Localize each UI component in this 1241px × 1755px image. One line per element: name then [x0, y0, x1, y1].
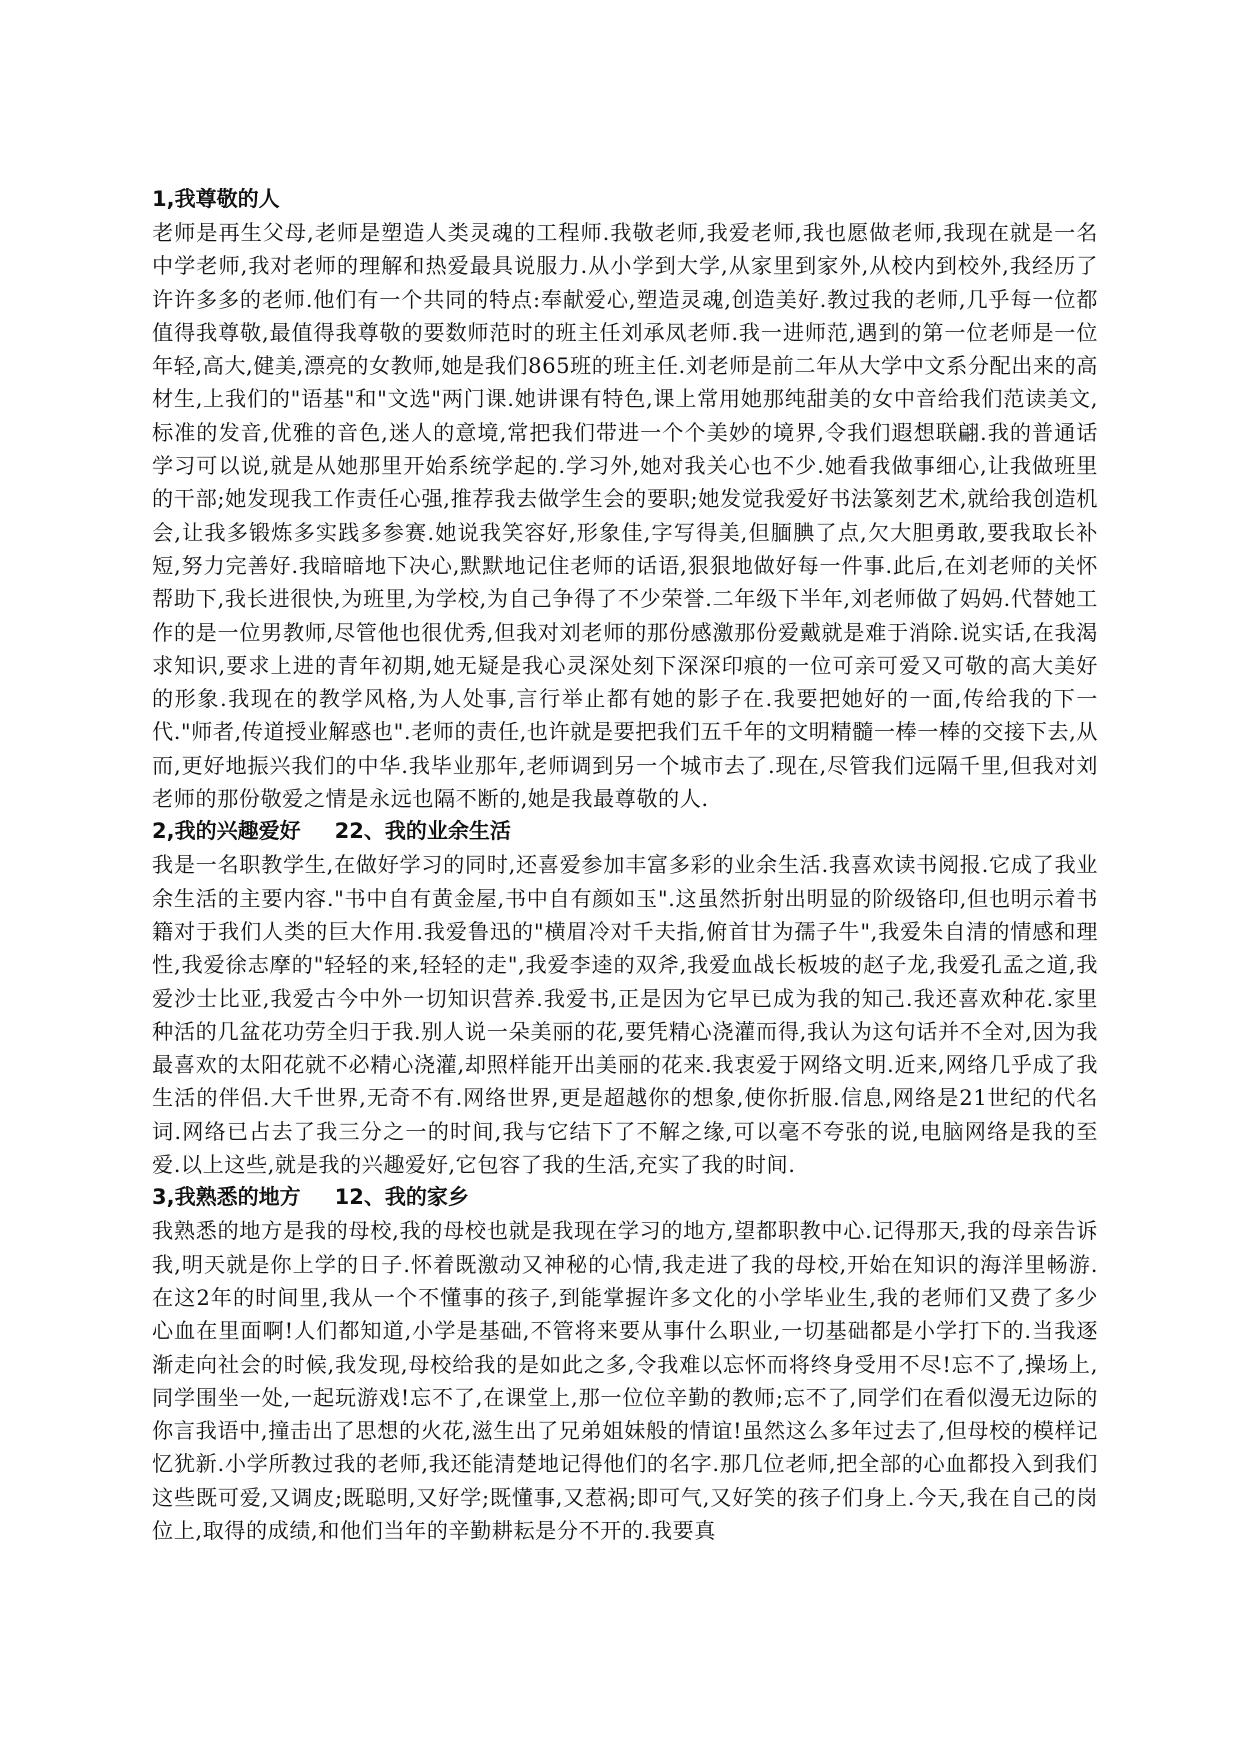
heading-text: 3,我熟悉的地方 [152, 1185, 301, 1210]
section-hobbies [152, 815, 1098, 1181]
section-respected-person [152, 183, 1098, 815]
section-body: 我是一名职教学生,在做好学习的同时,还喜爱参加丰富多彩的业余生活.我喜欢读书阅报.它成了我业余生活的主要内容."书中自有黄金屋,书中自有颜如玉".这虽然折射出明显的阶级铬印,但也明示着书籍对于我们人类的巨大作用.我爱鲁迅的"横眉冷对千夫指,俯首甘为孺子牛",我爱朱自清的情感和理性,我爱徐志摩的"轻轻的来,轻轻的走",我爱李逵的双斧,我爱血战长板坡的赵子龙,我爱孔孟之道,我爱沙士比亚,我爱古今中外一切知识营养.我爱书,正是因为它早已成为我的知己.我还喜欢种花.家里种活的几盆花功劳全归于我.别人说一朵美丽的花,要凭精心浇灌而得,我认为这句话并不全对,因为我最喜欢的太阳花就不必精心浇灌,却照样能开出美丽的花来.我衷爱于网络文明.近来,网络几乎成了我生活的伴侣.大千世界,无奇不有.网络世界,更是超越你的想象,使你折服.信息,网络是21世纪的代名词.网络已占去了我三分之一的时间,我与它结下了不解之缘,可以毫不夸张的说,电脑网络是我的至爱.以上这些,就是我的兴趣爱好,它包容了我的生活,充实了我的时间. [152, 852, 1098, 1178]
section-heading [152, 183, 1098, 216]
alt-heading-text: 12、我的家乡 [334, 1185, 469, 1210]
section-body: 老师是再生父母,老师是塑造人类灵魂的工程师.我敬老师,我爱老师,我也愿做老师,我现在就是一名中学老师,我对老师的理解和热爱最具说服力.从小学到大学,从家里到家外,从校内到校外,我经历了许许多多的老师.他们有一个共同的特点:奉献爱心,塑造灵魂,创造美好.教过我的老师,几乎每一位都值得我尊敬,最值得我尊敬的要数师范时的班主任刘承凤老师.我一进师范,遇到的第一位老师是一位年轻,高大,健美,漂亮的女教师,她是我们865班的班主任.刘老师是前二年从大学中文系分配出来的高材生,上我们的"语基"和"文选"两门课.她讲课有特色,课上常用她那纯甜美的女中音给我们范读美文,标准的发音,优雅的音色,迷人的意境,常把我们带进一个个美妙的境界,令我们遐想联翩.我的普通话学习可以说,就是从她那里开始系统学起的.学习外,她对我关心也不少.她看我做事细心,让我做班里的干部;她发现我工作责任心强,推荐我去做学生会的要职;她发觉我爱好书法篆刻艺术,就给我创造机会,让我多锻炼多实践多参赛.她说我笑容好,形象佳,字写得美,但腼腆了点,欠大胆勇敢,要我取长补短,努力完善好.我暗暗地下决心,默默地记住老师的话语,狠狠地做好每一件事.此后,在刘老师的关怀帮助下,我长进很快,为班里,为学校,为自己争得了不少荣誉.二年级下半年,刘老师做了妈妈.代替她工作的是一位男教师,尽管他也很优秀,但我对刘老师的那份感激那份爱戴就是难于消除.说实话,在我渴求知识,要求上进的青年初期,她无疑是我心灵深处刻下深深印痕的一位可亲可爱又可敬的高大美好的形象.我现在的教学风格,为人处事,言行举止都有她的影子在.我要把她好的一面,传给我的下一代."师者,传道授业解惑也".老师的责任,也许就是要把我们五千年的文明精髓一棒一棒的交接下去,从而,更好地振兴我们的中华.我毕业那年,老师调到另一个城市去了.现在,尽管我们远隔千里,但我对刘老师的那份敬爱之情是永远也隔不断的,她是我最尊敬的人. [152, 220, 1098, 812]
section-body: 我熟悉的地方是我的母校,我的母校也就是我现在学习的地方,望都职教中心.记得那天,我的母亲告诉我,明天就是你上学的日子.怀着既激动又神秘的心情,我走进了我的母校,开始在知识的海洋里畅游.在这2年的时间里,我从一个不懂事的孩子,到能掌握许多文化的小学毕业生,我的老师们又费了多少心血在里面啊!人们都知道,小学是基础,不管将来要从事什么职业,一切基础都是小学打下的.当我逐渐走向社会的时候,我发现,母校给我的是如此之多,令我难以忘怀而将终身受用不尽!忘不了,操场上,同学围坐一处,一起玩游戏!忘不了,在课堂上,那一位位辛勤的教师;忘不了,同学们在看似漫无边际的你言我语中,撞击出了思想的火花,滋生出了兄弟姐妹般的情谊!虽然这么多年过去了,但母校的模样记忆犹新.小学所教过我的老师,我还能清楚地记得他们的名字.那几位老师,把全部的心血都投入到我们这些既可爱,又调皮;既聪明,又好学;既懂事,又惹祸;即可气,又好笑的孩子们身上.今天,我在自己的岗位上,取得的成绩,和他们当年的辛勤耕耘是分不开的.我要真 [152, 1218, 1098, 1543]
document-page [152, 183, 1098, 1547]
heading-text: 1,我尊敬的人 [152, 187, 280, 211]
section-familiar-place [152, 1181, 1098, 1547]
heading-text: 2,我的兴趣爱好 [152, 819, 301, 844]
section-heading [152, 815, 1098, 848]
section-heading [152, 1181, 1098, 1214]
alt-heading-text: 22、我的业余生活 [334, 819, 511, 844]
